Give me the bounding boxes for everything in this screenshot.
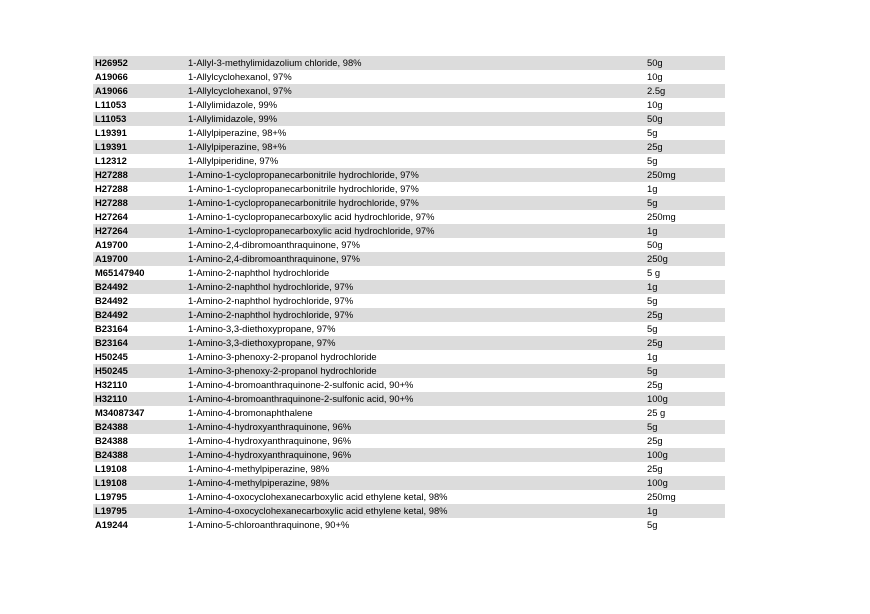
- product-name: 1-Amino-2,4-dibromoanthraquinone, 97%: [188, 239, 360, 250]
- table-row: [93, 126, 725, 140]
- product-code: L19391: [95, 127, 127, 138]
- table-row: [93, 70, 725, 84]
- product-quantity: 1g: [647, 225, 658, 236]
- table-row: [93, 448, 725, 462]
- product-quantity: 5g: [647, 197, 658, 208]
- product-name: 1-Amino-4-oxocyclohexanecarboxylic acid ethylene ketal, 98%: [188, 505, 448, 516]
- table-row: [93, 462, 725, 476]
- product-name: 1-Allyl-3-methylimidazolium chloride, 98%: [188, 57, 362, 68]
- product-name: 1-Amino-4-oxocyclohexanecarboxylic acid ethylene ketal, 98%: [188, 491, 448, 502]
- table-row: [93, 210, 725, 224]
- product-code: H27264: [95, 211, 128, 222]
- product-quantity: 5 g: [647, 267, 661, 278]
- product-quantity: 25g: [647, 309, 663, 320]
- product-quantity: 250mg: [647, 169, 676, 180]
- product-quantity: 25g: [647, 435, 663, 446]
- product-code: B24388: [95, 435, 128, 446]
- product-quantity: 1g: [647, 505, 658, 516]
- table-row: [93, 504, 725, 518]
- product-quantity: 5g: [647, 155, 658, 166]
- product-quantity: 100g: [647, 449, 668, 460]
- product-code: A19066: [95, 85, 128, 96]
- product-quantity: 5g: [647, 127, 658, 138]
- product-quantity: 25g: [647, 337, 663, 348]
- table-row: [93, 406, 725, 420]
- product-name: 1-Allylpiperidine, 97%: [188, 155, 279, 166]
- product-code: B24492: [95, 295, 128, 306]
- product-quantity: 5g: [647, 519, 658, 530]
- product-name: 1-Amino-2,4-dibromoanthraquinone, 97%: [188, 253, 360, 264]
- product-name: 1-Amino-2-naphthol hydrochloride, 97%: [188, 309, 354, 320]
- product-quantity: 5g: [647, 323, 658, 334]
- product-name: 1-Amino-1-cyclopropanecarbonitrile hydrochloride, 97%: [188, 169, 419, 180]
- product-quantity: 2.5g: [647, 85, 666, 96]
- product-code: H27264: [95, 225, 128, 236]
- product-name: 1-Amino-3-phenoxy-2-propanol hydrochloride: [188, 365, 377, 376]
- product-code: L11053: [95, 99, 127, 110]
- product-code: L12312: [95, 155, 127, 166]
- table-row: [93, 168, 725, 182]
- product-name: 1-Amino-1-cyclopropanecarbonitrile hydrochloride, 97%: [188, 183, 419, 194]
- product-name: 1-Amino-5-chloroanthraquinone, 90+%: [188, 519, 350, 530]
- product-code: A19244: [95, 519, 128, 530]
- product-name: 1-Amino-3,3-diethoxypropane, 97%: [188, 323, 336, 334]
- table-row: [93, 182, 725, 196]
- product-name: 1-Allylpiperazine, 98+%: [188, 141, 287, 152]
- product-code: H32110: [95, 393, 128, 404]
- table-row: [93, 350, 725, 364]
- product-name: 1-Allylimidazole, 99%: [188, 99, 278, 110]
- table-row: [93, 196, 725, 210]
- product-code: H32110: [95, 379, 128, 390]
- product-quantity: 10g: [647, 99, 663, 110]
- table-row: [93, 266, 725, 280]
- product-quantity: 25g: [647, 141, 663, 152]
- product-code: A19700: [95, 253, 128, 264]
- product-quantity: 250g: [647, 253, 668, 264]
- product-code: B24492: [95, 309, 128, 320]
- product-quantity: 100g: [647, 393, 668, 404]
- table-row: [93, 56, 725, 70]
- table-row: [93, 154, 725, 168]
- product-quantity: 5g: [647, 365, 658, 376]
- product-code: B24388: [95, 421, 128, 432]
- product-name: 1-Amino-2-naphthol hydrochloride: [188, 267, 330, 278]
- table-row: [93, 98, 725, 112]
- table-row: [93, 294, 725, 308]
- product-code: H27288: [95, 197, 128, 208]
- product-code: B23164: [95, 323, 128, 334]
- product-code: B24492: [95, 281, 128, 292]
- product-code: L19795: [95, 505, 127, 516]
- product-name: 1-Allylpiperazine, 98+%: [188, 127, 287, 138]
- product-quantity: 10g: [647, 71, 663, 82]
- product-code: L11053: [95, 113, 127, 124]
- product-code: B23164: [95, 337, 128, 348]
- product-quantity: 250mg: [647, 211, 676, 222]
- product-quantity: 1g: [647, 281, 658, 292]
- product-name: 1-Allylcyclohexanol, 97%: [188, 71, 292, 82]
- product-name: 1-Amino-4-bromonaphthalene: [188, 407, 313, 418]
- table-row: [93, 336, 725, 350]
- product-name: 1-Amino-2-naphthol hydrochloride, 97%: [188, 281, 354, 292]
- product-code: A19066: [95, 71, 128, 82]
- product-name: 1-Amino-4-methylpiperazine, 98%: [188, 477, 330, 488]
- product-code: L19391: [95, 141, 127, 152]
- product-code: H50245: [95, 351, 128, 362]
- product-quantity: 50g: [647, 57, 663, 68]
- product-code: H27288: [95, 169, 128, 180]
- product-code: H27288: [95, 183, 128, 194]
- product-name: 1-Allylimidazole, 99%: [188, 113, 278, 124]
- table-row: [93, 280, 725, 294]
- table-row: [93, 322, 725, 336]
- product-code: B24388: [95, 449, 128, 460]
- product-quantity: 25g: [647, 463, 663, 474]
- product-name: 1-Amino-4-bromoanthraquinone-2-sulfonic acid, 90+%: [188, 393, 414, 404]
- product-code: L19108: [95, 463, 127, 474]
- table-row: [93, 84, 725, 98]
- product-name: 1-Amino-1-cyclopropanecarbonitrile hydrochloride, 97%: [188, 197, 419, 208]
- table-row: [93, 518, 725, 532]
- product-name: 1-Amino-3-phenoxy-2-propanol hydrochloride: [188, 351, 377, 362]
- product-code: H26952: [95, 57, 128, 68]
- table-row: [93, 224, 725, 238]
- product-quantity: 5g: [647, 421, 658, 432]
- table-row: [93, 476, 725, 490]
- product-code: M65147940: [95, 267, 145, 278]
- table-row: [93, 364, 725, 378]
- product-quantity: 5g: [647, 295, 658, 306]
- product-code: L19795: [95, 491, 127, 502]
- product-quantity: 50g: [647, 113, 663, 124]
- table-row: [93, 420, 725, 434]
- product-code: H50245: [95, 365, 128, 376]
- table-row: [93, 434, 725, 448]
- product-quantity: 50g: [647, 239, 663, 250]
- product-name: 1-Amino-4-bromoanthraquinone-2-sulfonic acid, 90+%: [188, 379, 414, 390]
- table-row: [93, 112, 725, 126]
- product-code: A19700: [95, 239, 128, 250]
- table-row: [93, 378, 725, 392]
- product-code: M34087347: [95, 407, 145, 418]
- product-quantity: 25g: [647, 379, 663, 390]
- product-name: 1-Amino-3,3-diethoxypropane, 97%: [188, 337, 336, 348]
- product-code: L19108: [95, 477, 127, 488]
- product-name: 1-Amino-4-hydroxyanthraquinone, 96%: [188, 449, 352, 460]
- product-name: 1-Amino-1-cyclopropanecarboxylic acid hydrochloride, 97%: [188, 211, 435, 222]
- product-quantity: 250mg: [647, 491, 676, 502]
- table-row: [93, 252, 725, 266]
- table-row: [93, 308, 725, 322]
- product-quantity: 1g: [647, 351, 658, 362]
- product-name: 1-Allylcyclohexanol, 97%: [188, 85, 292, 96]
- product-name: 1-Amino-4-hydroxyanthraquinone, 96%: [188, 421, 352, 432]
- product-name: 1-Amino-1-cyclopropanecarboxylic acid hydrochloride, 97%: [188, 225, 435, 236]
- table-row: [93, 140, 725, 154]
- product-quantity: 100g: [647, 477, 668, 488]
- product-name: 1-Amino-4-methylpiperazine, 98%: [188, 463, 330, 474]
- table-row: [93, 238, 725, 252]
- table-row: [93, 392, 725, 406]
- product-name: 1-Amino-2-naphthol hydrochloride, 97%: [188, 295, 354, 306]
- product-quantity: 25 g: [647, 407, 666, 418]
- table-row: [93, 490, 725, 504]
- product-name: 1-Amino-4-hydroxyanthraquinone, 96%: [188, 435, 352, 446]
- product-table: [93, 56, 725, 532]
- product-quantity: 1g: [647, 183, 658, 194]
